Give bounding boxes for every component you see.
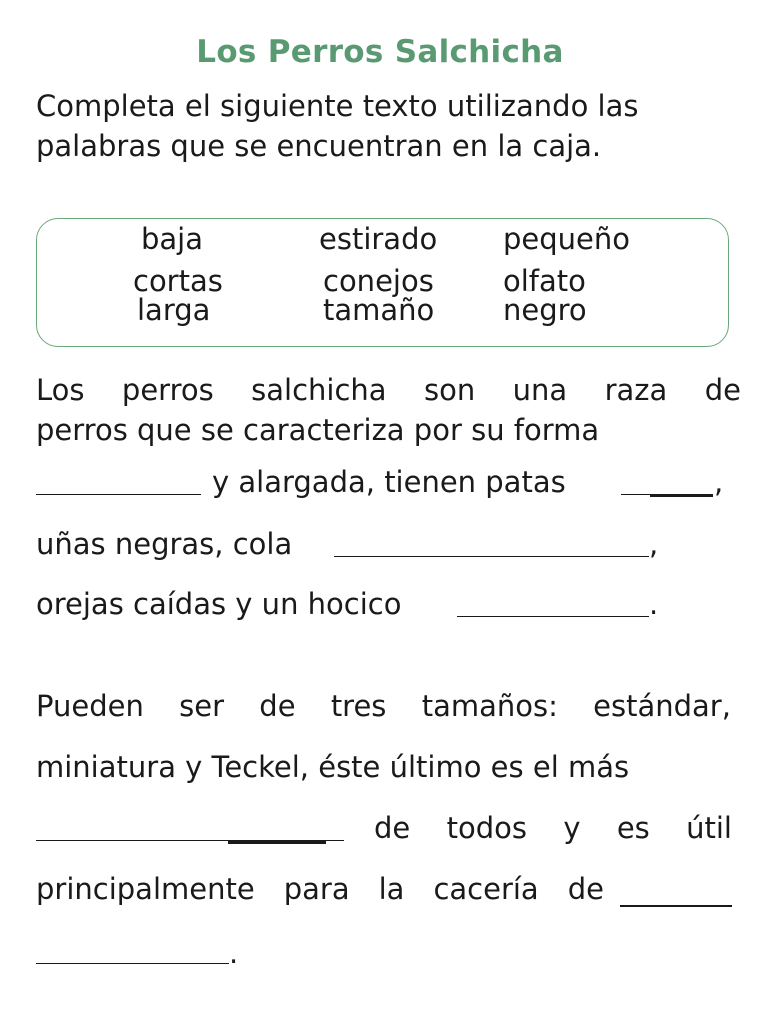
blank-6[interactable]	[620, 905, 732, 907]
p2-word: es	[616, 811, 650, 845]
p2-word: principalmente	[36, 872, 255, 906]
p2-word: cacería	[433, 872, 539, 906]
p2-word: Pueden	[36, 689, 144, 723]
paragraph1-line-3-comma: ,	[714, 465, 724, 499]
p1-word: una	[512, 373, 568, 407]
p2-word: de	[259, 689, 296, 723]
p1-word: raza	[604, 373, 668, 407]
p2-word: tamaños:	[421, 689, 558, 723]
instructions-line-2: palabras que se encuentran en la caja.	[36, 129, 602, 163]
blank-4[interactable]	[457, 616, 649, 617]
p2-word: estándar,	[593, 689, 731, 723]
word-pequeno: pequeño	[503, 222, 631, 256]
paragraph1-line-2: perros que se caracteriza por su forma	[36, 413, 600, 447]
p2-word: todos	[446, 811, 527, 845]
blank-1[interactable]	[36, 494, 201, 495]
p1-word: Los	[36, 373, 85, 407]
word-tamano: tamaño	[323, 293, 435, 327]
word-baja: baja	[141, 222, 204, 256]
p2-word: tres	[330, 689, 387, 723]
p2-word: útil	[686, 811, 732, 845]
word-olfato: olfato	[503, 264, 586, 298]
word-negro: negro	[503, 293, 587, 327]
paragraph2-line-2: miniatura y Teckel, éste último es el más	[36, 750, 630, 784]
paragraph1-line-1	[36, 370, 741, 410]
paragraph1-line-3-text: y alargada, tienen patas	[212, 465, 566, 499]
word-cortas: cortas	[133, 264, 223, 298]
p2-word: para	[283, 872, 350, 906]
p2-word: de	[567, 872, 604, 906]
instructions-line-1: Completa el siguiente texto utilizando las	[36, 89, 639, 123]
blank-7[interactable]	[36, 963, 229, 964]
paragraph1-line-4-text: uñas negras, cola	[36, 527, 293, 561]
p1-word: son	[424, 373, 476, 407]
p2-word: de	[374, 811, 411, 845]
paragraph1-line-5-text: orejas caídas y un hocico	[36, 587, 402, 621]
paragraph2-line-3-text	[374, 808, 732, 848]
p2-word: ser	[179, 689, 224, 723]
paragraph2-line-5-period: .	[229, 936, 239, 970]
paragraph2-line-1	[36, 686, 731, 726]
blank-2-overlay	[650, 494, 713, 497]
p1-word: perros	[121, 373, 214, 407]
word-conejos: conejos	[323, 264, 434, 298]
p2-word: y	[563, 811, 581, 845]
p1-word: salchicha	[251, 373, 387, 407]
page-title: Los Perros Salchicha	[196, 34, 564, 70]
paragraph2-line-4-text	[36, 869, 604, 909]
blank-3[interactable]	[334, 556, 649, 557]
p1-word: de	[704, 373, 741, 407]
paragraph1-line-4-comma: ,	[649, 527, 659, 561]
word-larga: larga	[137, 293, 211, 327]
blank-5-overlay	[228, 841, 326, 844]
word-estirado: estirado	[319, 222, 438, 256]
p2-word: la	[378, 872, 405, 906]
paragraph1-line-5-period: .	[649, 587, 659, 621]
